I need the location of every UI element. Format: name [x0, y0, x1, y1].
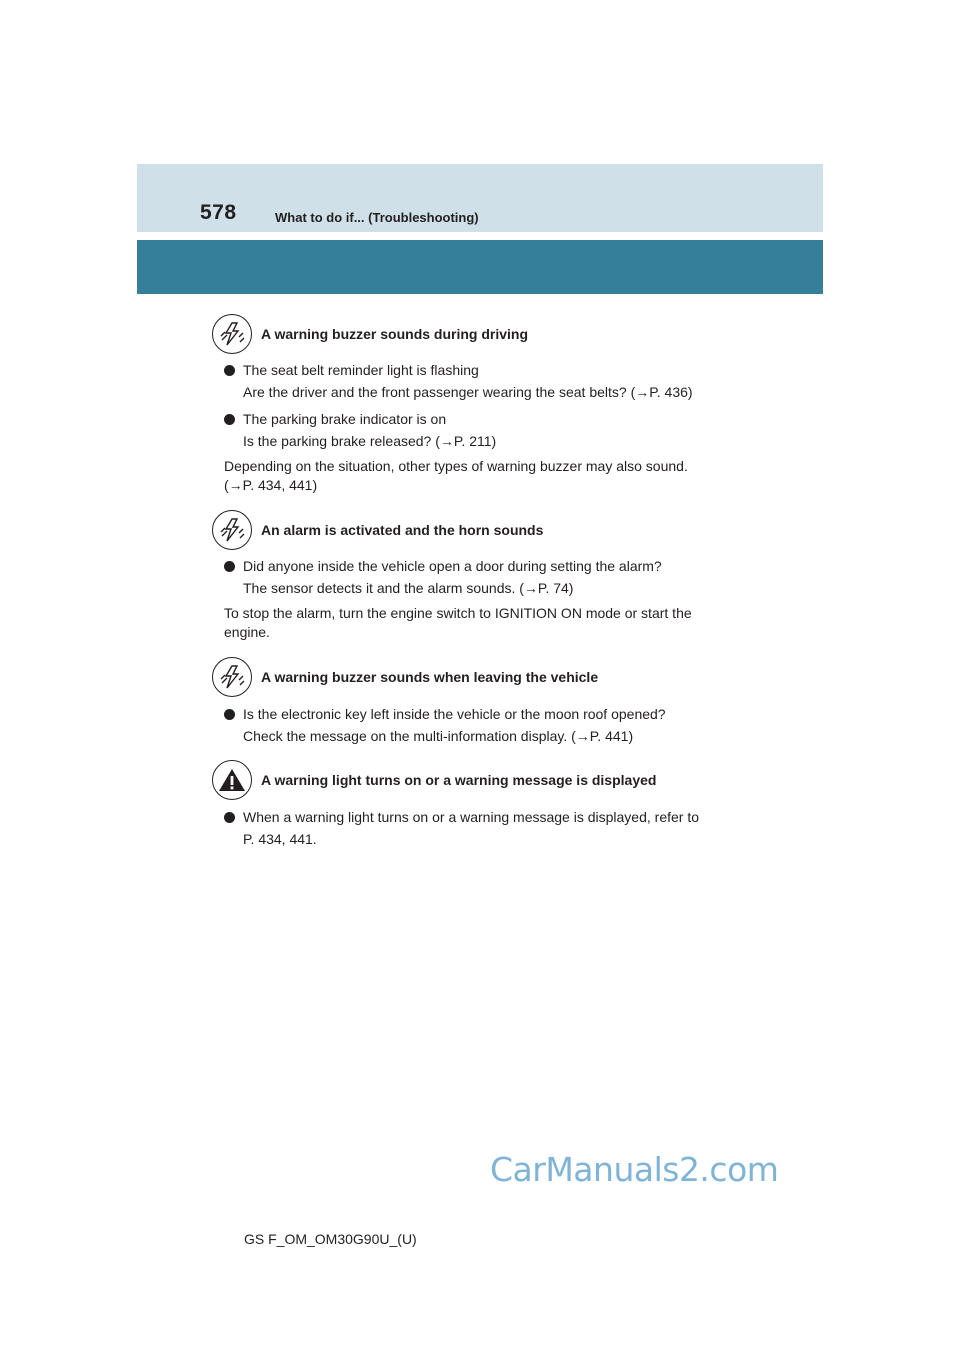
note-line: engine. [224, 624, 270, 640]
section-buzzer-driving [212, 313, 528, 355]
section-alarm [212, 509, 543, 551]
warning-triangle-icon [212, 760, 252, 800]
page-number: 578 [200, 201, 237, 224]
watermark: CarManuals2.com [490, 1150, 779, 1189]
section-title: A warning buzzer sounds when leaving the vehicle [261, 669, 599, 685]
bullet-line: The sensor detects it and the alarm sounds. (→P. 74) [243, 580, 574, 596]
buzzer-icon [212, 314, 252, 354]
bullet-line: Check the message on the multi-information display. (→P. 441) [243, 728, 634, 744]
footer-code: GS F_OM_OM30G90U_(U) [244, 1231, 417, 1247]
note-line: (→P. 434, 441) [224, 477, 318, 493]
buzzer-icon [212, 510, 252, 550]
chapter-title: What to do if... (Troubleshooting) [275, 210, 479, 225]
list-item [224, 555, 662, 599]
bullet-line: P. 434, 441. [243, 831, 317, 847]
list-item [224, 359, 693, 403]
bullet-line: Did anyone inside the vehicle open a door during setting the alarm? [243, 558, 662, 574]
note-paragraph [224, 604, 764, 642]
bullet-line: The parking brake indicator is on [243, 411, 447, 427]
bullet-icon [224, 365, 235, 376]
section-buzzer-leaving [212, 656, 598, 698]
bullet-line: When a warning light turns on or a warning message is displayed, refer to [243, 809, 700, 825]
bullet-icon [224, 709, 235, 720]
bullet-line: Are the driver and the front passenger wearing the seat belts? (→P. 436) [243, 384, 693, 400]
bullet-icon [224, 561, 235, 572]
list-item [224, 703, 666, 747]
header-dark-band [137, 240, 823, 294]
list-item [224, 806, 699, 850]
section-title: A warning light turns on or a warning message is displayed [261, 772, 657, 788]
bullet-line: The seat belt reminder light is flashing [243, 362, 479, 378]
note-line: Depending on the situation, other types of warning buzzer may also sound. [224, 458, 688, 474]
bullet-line: Is the parking brake released? (→P. 211) [243, 433, 497, 449]
section-warning-light [212, 759, 656, 801]
section-title: A warning buzzer sounds during driving [261, 326, 529, 342]
note-line: To stop the alarm, turn the engine switch to IGNITION ON mode or start the [224, 605, 692, 621]
section-title: An alarm is activated and the horn sounds [261, 522, 544, 538]
header-light-band [137, 164, 823, 232]
note-paragraph [224, 457, 764, 495]
list-item [224, 408, 496, 452]
bullet-line: Is the electronic key left inside the vehicle or the moon roof opened? [243, 706, 666, 722]
buzzer-icon [212, 657, 252, 697]
bullet-icon [224, 812, 235, 823]
bullet-icon [224, 414, 235, 425]
